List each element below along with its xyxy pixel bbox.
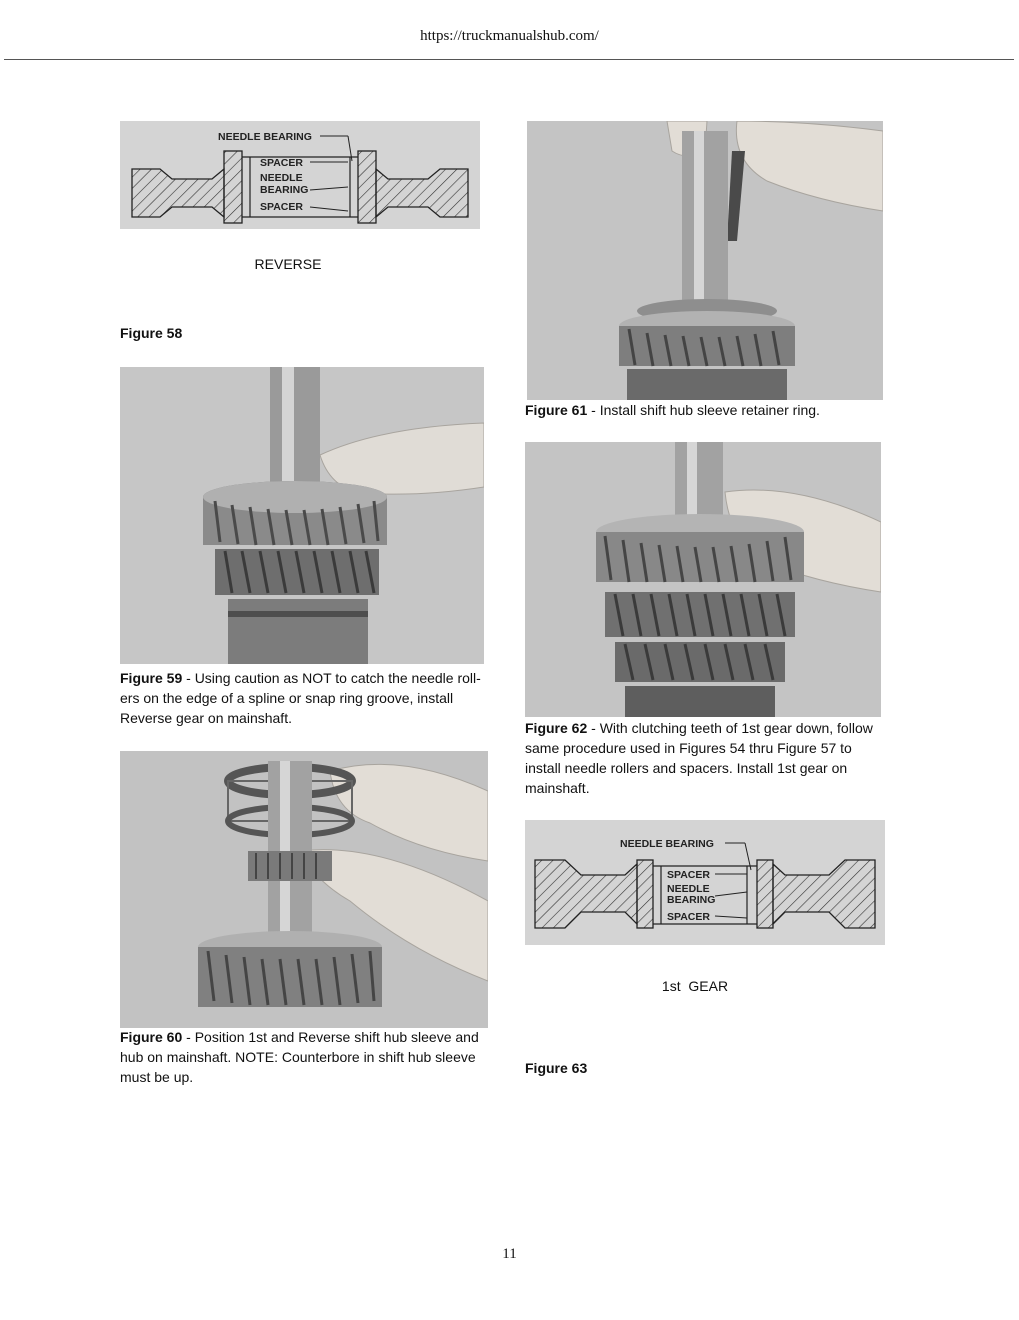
reverse-gear-diagram [120,121,480,229]
figure-59-photo [120,367,484,664]
diagram63-label-bearing: BEARING [667,894,716,906]
header-url: https://truckmanualshub.com/ [420,28,599,44]
diagram63-label-spacer-top: SPACER [667,869,710,881]
diagram63-label-needle: NEEDLE [667,883,710,895]
figure-58-number: Figure 58 [120,325,183,341]
figure-60-caption [120,1027,500,1087]
figure-59-text-line2: ers on the edge of a spline or snap ring groove, install [120,690,454,706]
figure-62-photo [525,442,881,717]
header-divider [4,59,1014,60]
diagram58-label-needle-bearing: NEEDLE BEARING [218,131,312,143]
diagram63-label-spacer-bottom: SPACER [667,911,710,923]
diagram58-label-bearing: BEARING [260,184,309,196]
figure-60-text-line3: must be up. [120,1069,194,1085]
first-gear-cross-section [525,820,885,945]
first-gear-label: 1st GEAR [661,978,729,994]
figure-60-text-line1: - Position 1st and Reverse shift hub sleeve and [182,1029,479,1045]
page-number: 11 [502,1246,517,1262]
figure-59-caption [120,668,500,728]
shift-hub-sleeve-photo [120,751,488,1028]
retainer-ring-install-photo [527,121,883,400]
figure-60-text-line2: hub on mainshaft. NOTE: Counterbore in shift hub sleeve [120,1049,476,1065]
figure-62-text-line2: same procedure used in Figures 54 thru Figure 57 to [525,740,852,756]
figure-63-number: Figure 63 [525,1060,588,1076]
diagram58-label-spacer-bottom: SPACER [260,201,303,213]
reverse-gear-cross-section [120,121,480,229]
figure-62-text-line4: mainshaft. [525,780,590,796]
first-gear-install-photo [525,442,881,717]
figure-62-text-line1: - With clutching teeth of 1st gear down, follow [587,720,873,736]
figure-62-caption [525,718,915,798]
figure-62-text-line3: install needle rollers and spacers. Install 1st gear on [525,760,848,776]
reverse-label: REVERSE [254,256,322,272]
figure-59-number: Figure 59 [120,670,183,686]
figure-60-number: Figure 60 [120,1029,183,1045]
diagram58-label-spacer-top: SPACER [260,157,303,169]
figure-60-photo [120,751,488,1028]
diagram63-label-needle-bearing: NEEDLE BEARING [620,838,714,850]
figure-59-text-line1: - Using caution as NOT to catch the needle roll- [182,670,481,686]
gear-on-mainshaft-photo [120,367,484,664]
first-gear-diagram [525,820,885,945]
figure-59-text-line3: Reverse gear on mainshaft. [120,710,292,726]
figure-61-text: - Install shift hub sleeve retainer ring. [587,402,820,418]
figure-61-number: Figure 61 [525,402,588,418]
figure-61-photo [527,121,883,400]
figure-62-number: Figure 62 [525,720,588,736]
figure-61-caption [525,400,905,420]
diagram58-label-needle: NEEDLE [260,172,303,184]
